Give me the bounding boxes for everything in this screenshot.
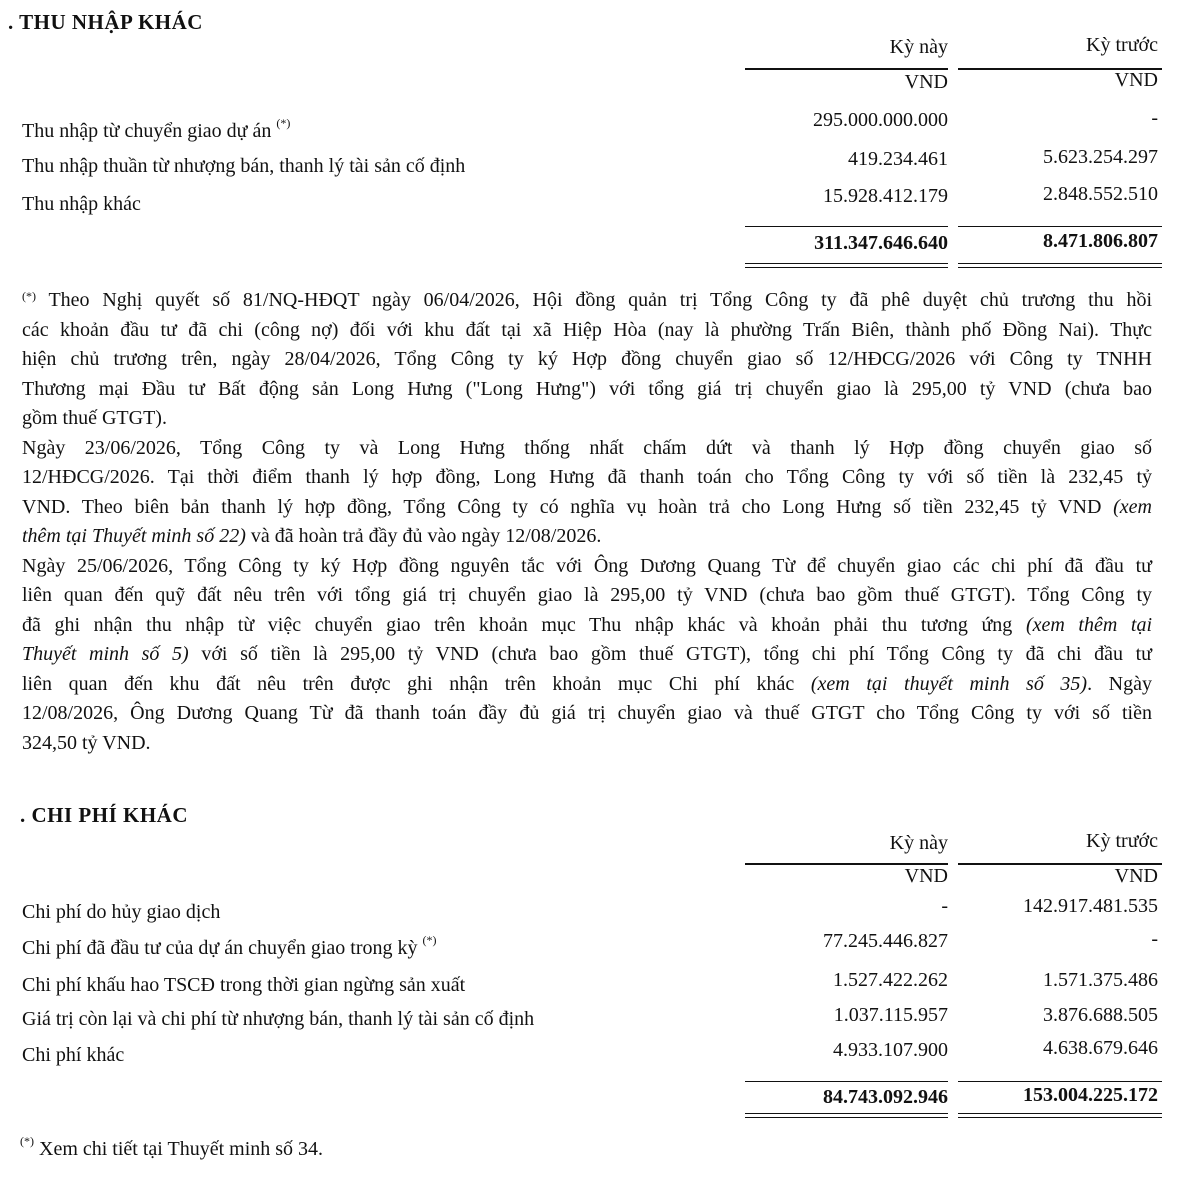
total-rule-double-previous: [958, 267, 1162, 268]
table-row-previous: 4.638.679.646: [1043, 1037, 1158, 1059]
note-line: Ngày 25/06/2026, Tổng Công ty ký Hợp đồng nguyên tắc với Ông Dương Quang Từ để chuyển giao các chi phí đã đầu tư: [22, 554, 1152, 577]
total-previous: 153.004.225.172: [1023, 1084, 1158, 1106]
note-paragraphs: [22, 286, 1152, 758]
total-current: 84.743.092.946: [823, 1086, 948, 1108]
total-rule-bottom-previous: [958, 1113, 1162, 1114]
note-line: Ngày 23/06/2026, Tổng Công ty và Long Hưng thống nhất chấm dứt và thanh lý Hợp đồng chuyển giao số: [22, 436, 1152, 459]
total-rule-bottom-previous: [958, 263, 1162, 264]
note-line: hiện chủ trương trên, ngày 28/04/2026, Tổng Công ty ký Hợp đồng chuyển giao số 12/HĐCG/2026 với Công ty TNHH: [22, 348, 1152, 370]
section-title-other-expenses: . CHI PHÍ KHÁC: [20, 803, 189, 827]
note-marker: (*): [20, 1134, 34, 1148]
total-rule-top-current: [745, 1081, 948, 1082]
table-row-current: 4.933.107.900: [833, 1039, 948, 1061]
unit-current: VND: [904, 865, 948, 887]
total-previous: 8.471.806.807: [1043, 230, 1158, 252]
section-title-other-income: . THU NHẬP KHÁC: [8, 10, 203, 34]
table-row-previous: -: [1151, 107, 1158, 129]
table-row-previous: -: [1151, 928, 1158, 950]
table-row-previous: 3.876.688.505: [1043, 1004, 1158, 1026]
total-rule-top-current: [745, 226, 948, 227]
table-row-current: 77.245.446.827: [823, 930, 948, 952]
table-row-previous: 2.848.552.510: [1043, 183, 1158, 205]
note-line: 324,50 tỷ VND.: [22, 731, 151, 754]
table-row-label: Thu nhập khác: [22, 193, 141, 215]
column-header-current: Kỳ này: [889, 832, 948, 854]
note-line: đã ghi nhận thu nhập từ việc chuyển giao trên khoản mục Thu nhập khác và khoản phải thu tương ứng (xem thêm tại: [22, 613, 1153, 636]
note-line: 12/HĐCG/2026. Tại thời điểm thanh lý hợp đồng, Long Hưng đã thanh toán cho Tổng Công ty với số tiền là 232,45 tỷ: [22, 466, 1152, 488]
note-line: 12/08/2026, Ông Dương Quang Từ đã thanh toán đầy đủ giá trị chuyển giao và thuế GTGT cho Tổng Công ty với số tiền: [22, 702, 1152, 724]
note-line: Thương mại Đầu tư Bất động sản Long Hưng ("Long Hưng") với tổng giá trị chuyển giao là 295,00 tỷ VND (chưa bao: [22, 377, 1152, 400]
note-line: gồm thuế GTGT).: [22, 407, 167, 429]
note-line: Thuyết minh số 5) với số tiền là 295,00 tỷ VND (chưa bao gồm thuế GTGT), tổng chi phí Tổng Công ty đã chi đầu tư: [22, 643, 1153, 665]
table-row-label: Chi phí đã đầu tư của dự án chuyển giao trong kỳ (*): [22, 933, 437, 959]
note-line: liên quan đến quỹ đất nêu trên với tổng giá trị chuyển giao là 295,00 tỷ VND (chưa bao gồm thuế GTGT). Tổng Công ty: [22, 584, 1152, 606]
column-header-current: Kỳ này: [889, 36, 948, 58]
unit-previous: VND: [1114, 865, 1158, 887]
note-line: liên quan đến khu đất nêu trên được ghi nhận trên khoản mục Chi phí khác (xem tại thuyết minh số 35). Ngày: [22, 672, 1152, 695]
table-row-previous: 142.917.481.535: [1023, 895, 1158, 917]
total-rule-top-previous: [958, 1081, 1162, 1082]
note-line: VND. Theo biên bản thanh lý hợp đồng, Tổng Công ty có nghĩa vụ hoàn trả cho Long Hưng số tiền 232,45 tỷ VND (xem: [22, 495, 1152, 518]
total-rule-top-previous: [958, 226, 1162, 227]
header-rule-current: [745, 68, 948, 70]
table-row-label: Thu nhập từ chuyển giao dự án (*): [22, 116, 291, 142]
footnote: (*) Xem chi tiết tại Thuyết minh số 34.: [20, 1134, 324, 1160]
column-header-previous: Kỳ trước: [1086, 830, 1158, 852]
table-row-current: 15.928.412.179: [823, 185, 948, 207]
note-line: thêm tại Thuyết minh số 22) và đã hoàn trả đầy đủ vào ngày 12/08/2026.: [22, 525, 602, 547]
unit-previous: VND: [1114, 69, 1158, 91]
table-row-previous: 1.571.375.486: [1043, 969, 1158, 991]
total-rule-bottom-current: [745, 1113, 948, 1114]
table-row-current: 295.000.000.000: [813, 109, 948, 131]
table-row-label: Chi phí khấu hao TSCĐ trong thời gian ngừng sản xuất: [22, 974, 466, 996]
total-rule-double-current: [745, 267, 948, 268]
note-line: các khoản đầu tư đã chi (công nợ) đối với khu đất tại xã Hiệp Hòa (nay là phường Trấn Biên, thành phố Đồng Nai). Thực: [22, 318, 1152, 341]
table-row-current: 1.037.115.957: [833, 1004, 948, 1026]
total-rule-double-current: [745, 1117, 948, 1118]
column-header-previous: Kỳ trước: [1086, 34, 1158, 56]
table-row-label: Thu nhập thuần từ nhượng bán, thanh lý tài sản cố định: [22, 155, 466, 177]
table-row-label: Giá trị còn lại và chi phí từ nhượng bán, thanh lý tài sản cố định: [22, 1008, 535, 1030]
total-rule-bottom-current: [745, 263, 948, 264]
note-marker: (*): [22, 289, 36, 303]
note-line: (*) Theo Nghị quyết số 81/NQ-HĐQT ngày 06/04/2026, Hội đồng quản trị Tổng Công ty đã phê duyệt chủ trương thu hồi: [22, 289, 1152, 311]
total-rule-double-previous: [958, 1117, 1162, 1118]
note-marker: (*): [422, 933, 437, 947]
unit-current: VND: [904, 71, 948, 93]
table-row-current: -: [941, 895, 948, 917]
total-current: 311.347.646.640: [814, 232, 948, 254]
table-row-label: Chi phí khác: [22, 1044, 125, 1066]
table-row-previous: 5.623.254.297: [1043, 146, 1158, 168]
table-row-current: 1.527.422.262: [833, 969, 948, 991]
note-marker: (*): [276, 116, 291, 130]
table-row-label: Chi phí do hủy giao dịch: [22, 901, 221, 923]
table-row-current: 419.234.461: [848, 148, 948, 170]
